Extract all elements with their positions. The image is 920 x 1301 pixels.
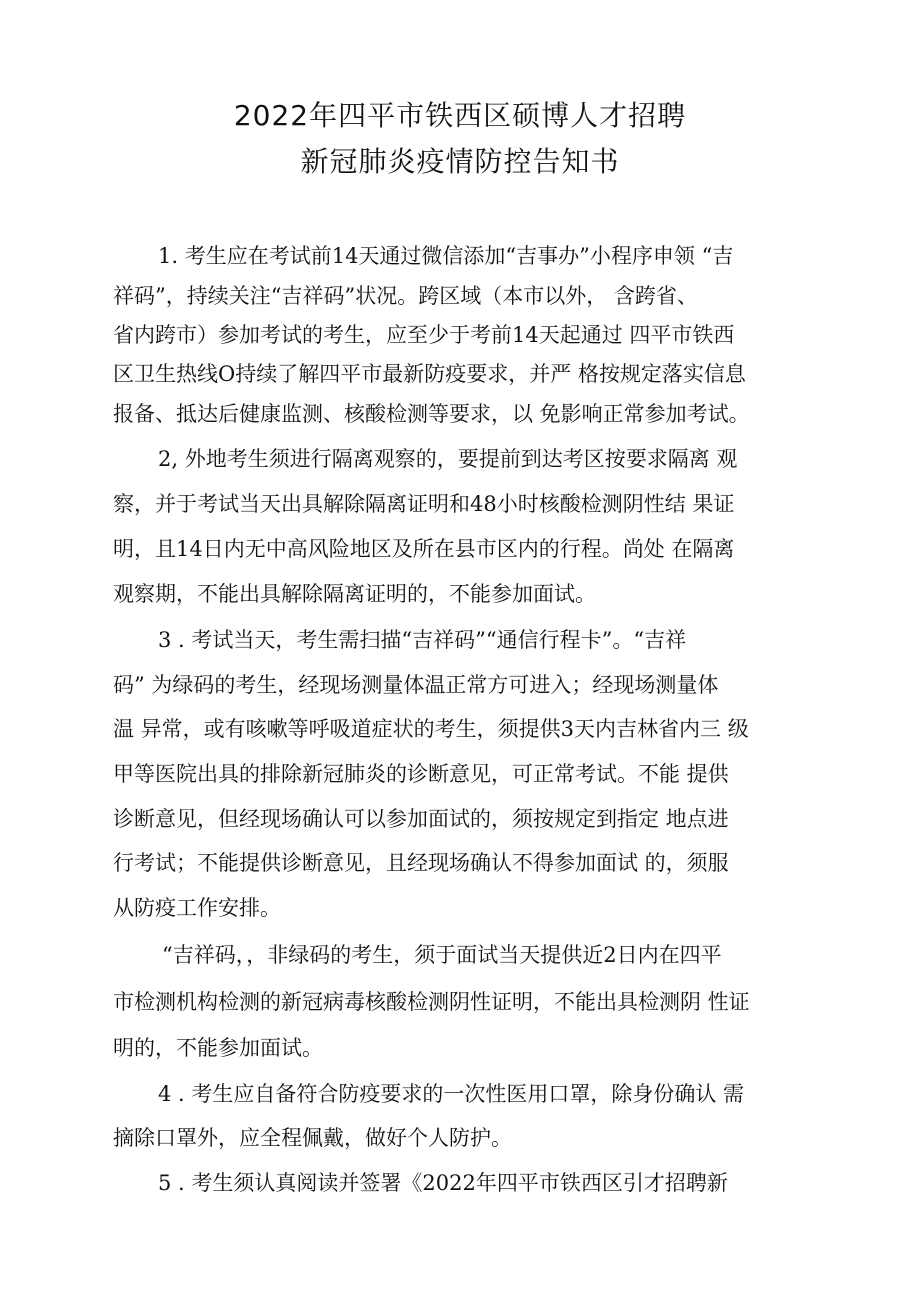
paragraph-1-line-4: 区卫生热线O持续了解四平市最新防疫要求，并严 格按规定落实信息 xyxy=(113,362,746,386)
paragraph-4-line-1: “吉祥码，，非绿码的考生，须于面试当天提供近2日内在四平 xyxy=(162,943,722,967)
paragraph-1-line-5: 报备、抵达后健康监测、核酸检测等要求，以 免影响正常参加考试。 xyxy=(113,402,750,426)
paragraph-3-line-4: 甲等医院出具的排除新冠肺炎的诊断意见，可正常考试。不能 提供 xyxy=(113,762,729,786)
paragraph-1-line-2: 祥码”，持续关注“吉祥码”状况。跨区域（本市以外， 含跨省、 xyxy=(113,284,698,308)
paragraph-5-line-2: 摘除口罩外，应全程佩戴，做好个人防护。 xyxy=(113,1126,512,1150)
paragraph-4-line-2: 市检测机构检测的新冠病毒核酸检测阴性证明，不能出具检测阴 性证 xyxy=(113,990,750,1014)
paragraph-3-line-5: 诊断意见，但经现场确认可以参加面试的，须按规定到指定 地点进 xyxy=(113,807,729,831)
paragraph-2-line-3: 明，且14日内无中高风险地区及所在县市区内的行程。尚处 在隔离 xyxy=(113,537,735,561)
paragraph-3-line-6: 行考试；不能提供诊断意见，且经现场确认不得参加面试 的，须服 xyxy=(113,851,729,875)
paragraph-6-line-1: 5 . 考生须认真阅读并签署《2022年四平市铁西区引才招聘新 xyxy=(158,1171,728,1195)
paragraph-4-line-3: 明的，不能参加面试。 xyxy=(113,1036,323,1060)
document-title-line-1: 2022年四平市铁西区硕博人才招聘 xyxy=(233,99,687,132)
paragraph-3-line-2: 码” 为绿码的考生，经现场测量体温正常方可进入；经现场测量体 xyxy=(113,673,719,697)
paragraph-3-line-3: 温 异常，或有咳嗽等呼吸道症状的考生，须提供3天内吉林省内三 级 xyxy=(113,717,749,741)
paragraph-2-line-2: 察，并于考试当天出具解除隔离证明和48小时核酸检测阴性结 果证 xyxy=(113,492,735,516)
document-title-line-2: 新冠肺炎疫情防控告知书 xyxy=(300,145,620,178)
paragraph-2-line-1: 2, 外地考生须进行隔离观察的，要提前到达考区按要求隔离 观 xyxy=(158,447,738,471)
paragraph-3-line-7: 从防疫工作安排。 xyxy=(113,896,281,920)
paragraph-1-line-3: 省内跨市）参加考试的考生，应至少于考前14天起通过 四平市铁西 xyxy=(113,323,735,347)
paragraph-1-line-1: 1. 考生应在考试前14天通过微信添加“吉事办”小程序申领 “吉 xyxy=(158,244,734,268)
paragraph-3-line-1: 3 . 考试当天，考生需扫描“吉祥码”“通信行程卡”。“吉祥 xyxy=(158,628,687,652)
paragraph-5-line-1: 4 . 考生应自备符合防疫要求的一次性医用口罩，除身份确认 需 xyxy=(158,1082,745,1106)
paragraph-2-line-4: 观察期，不能出具解除隔离证明的，不能参加面试。 xyxy=(113,582,596,606)
